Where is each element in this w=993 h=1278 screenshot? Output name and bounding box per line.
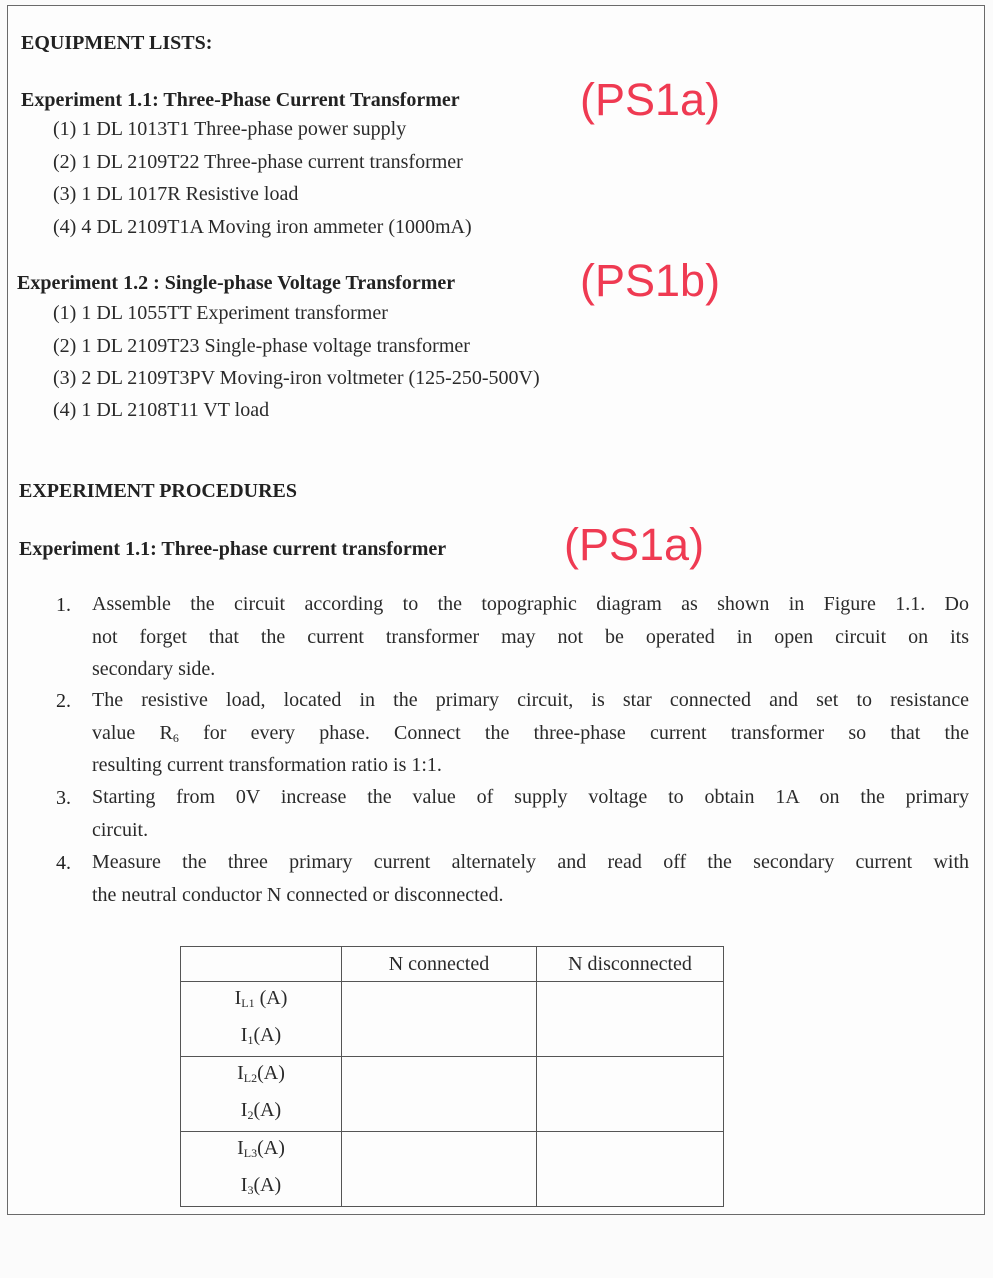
step-number: 2. (56, 690, 71, 712)
equipment-heading: EQUIPMENT LISTS: (21, 32, 213, 54)
procedures-heading: EXPERIMENT PROCEDURES (19, 480, 297, 502)
step-line: the neutral conductor N connected or disconnected. (92, 883, 504, 906)
equipment-item: (3) 1 DL 1017R Resistive load (53, 183, 299, 205)
table-row (181, 1057, 724, 1132)
ps1a-tag: (PS1a) (580, 74, 721, 125)
n-disconnected-cell[interactable] (537, 1132, 724, 1207)
step-line: circuit. (92, 818, 149, 841)
step-number: 1. (56, 594, 71, 616)
step-line: Starting from 0V increase the value of supply voltage to obtain 1A on the primary (92, 786, 969, 808)
primary-current-label: $I_{L3}(A)$ (237, 1137, 285, 1160)
table-header-cell: N disconnected (537, 947, 724, 982)
n-disconnected-cell[interactable] (537, 982, 724, 1057)
step-text (92, 846, 969, 911)
n-disconnected-cell[interactable] (537, 1057, 724, 1132)
n-connected-cell[interactable] (342, 1132, 537, 1207)
equipment-item: (3) 2 DL 2109T3PV Moving-iron voltmeter (125-250-500V) (53, 367, 540, 389)
step-line: The resistive load, located in the primary circuit, is star connected and set to resistance (92, 689, 969, 711)
step-text (92, 588, 969, 686)
step-text (92, 684, 969, 782)
secondary-current-label: $I_1(A)$ (240, 1024, 282, 1047)
step-number: 3. (56, 787, 71, 809)
equipment-item: (1) 1 DL 1013T1 Three-phase power supply (53, 118, 407, 140)
current-label-cell (181, 982, 342, 1057)
step-line: resulting current transformation ratio is 1:1. (92, 754, 442, 776)
primary-current-label: $I_{L2}(A)$ (237, 1062, 285, 1085)
step-text (92, 781, 969, 846)
procedure-experiment-title: Experiment 1.1: Three-phase current transformer (19, 538, 447, 560)
n-connected-cell[interactable] (342, 1057, 537, 1132)
step-line: Measure the three primary current alternately and read off the secondary current with (92, 851, 969, 873)
table-row (181, 1132, 724, 1207)
step-line: Assemble the circuit according to the topographic diagram as shown in Figure 1.1. Do (92, 593, 969, 615)
n-connected-cell[interactable] (342, 982, 537, 1057)
step-line: value $R_6$ for every phase. Connect the three-phase current transformer so that the (92, 721, 969, 745)
equipment-item: (4) 4 DL 2109T1A Moving iron ammeter (1000mA) (53, 216, 472, 238)
step-number: 4. (56, 852, 71, 874)
equipment-item: (4) 1 DL 2108T11 VT load (53, 399, 270, 421)
step-line: secondary side. (92, 658, 216, 680)
primary-current-label: $I_{L1}$ (A) (234, 987, 288, 1010)
ps1b-tag: (PS1b) (580, 255, 721, 306)
table-header-cell (181, 947, 342, 982)
current-label-cell (181, 1132, 342, 1207)
measurement-table (180, 946, 724, 1207)
experiment-1-1-title: Experiment 1.1: Three-Phase Current Transformer (21, 89, 460, 111)
table-header-cell: N connected (342, 947, 537, 982)
step-line: not forget that the current transformer may not be operated in open circuit on its (92, 625, 969, 648)
secondary-current-label: $I_3(A)$ (240, 1174, 282, 1197)
table-row (181, 982, 724, 1057)
equipment-item: (2) 1 DL 2109T23 Single-phase voltage transformer (53, 335, 470, 357)
ps1a-tag: (PS1a) (564, 519, 705, 570)
secondary-current-label: $I_2(A)$ (240, 1099, 282, 1122)
equipment-item: (1) 1 DL 1055TT Experiment transformer (53, 302, 388, 324)
table-header-row (181, 947, 724, 982)
experiment-1-2-title: Experiment 1.2 : Single-phase Voltage Transformer (17, 272, 456, 294)
equipment-item: (2) 1 DL 2109T22 Three-phase current transformer (53, 151, 463, 173)
current-label-cell (181, 1057, 342, 1132)
